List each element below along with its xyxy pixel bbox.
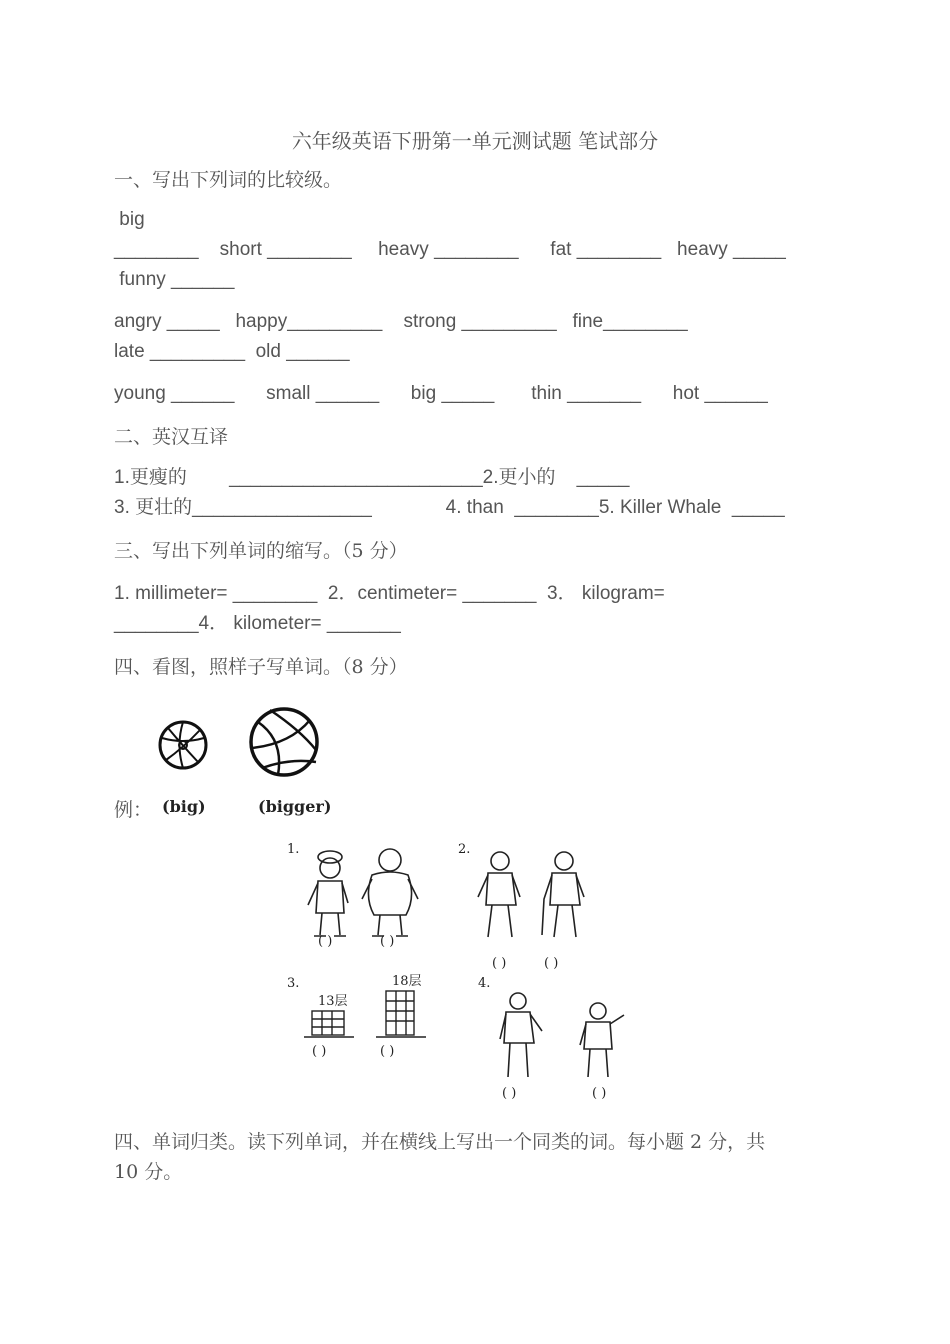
answer-blank: ( ) [312, 1044, 327, 1059]
sec1-line: funny ______ [114, 269, 235, 290]
example-label: 例： [114, 799, 153, 821]
section-5-heading: 四、单词归类。读下列单词，并在横线上写出一个同类的词。每小题 2 分，共 [114, 1131, 766, 1153]
sec1-line: ________ short ________ heavy ________ fat ________ heavy _____ [114, 239, 786, 260]
answer-blank: ( ) [502, 1086, 517, 1101]
sec3-line: 1. millimeter= ________ 2．centimeter= _______ 3． kilogram= [114, 583, 665, 604]
example-word-big: (big) [162, 797, 206, 816]
young-man-icon [478, 852, 520, 937]
sec1-line: late _________ old ______ [114, 341, 350, 362]
pic-number: 2. [458, 842, 471, 857]
section-4-heading: 四、看图，照样子写单词。（8 分） [114, 656, 408, 678]
section-2-heading: 二、英汉互译 [114, 426, 229, 448]
sec3-line: ________4． kilometer= _______ [114, 613, 401, 634]
answer-blank: ( ) [592, 1086, 607, 1101]
section-5-heading-cont: 10 分。 [114, 1161, 183, 1183]
sec1-line: young ______ small ______ big _____ thin _______ hot ______ [114, 383, 768, 404]
page-title: 六年级英语下册第一单元测试题 笔试部分 [291, 129, 659, 153]
sec1-line: big [114, 209, 145, 230]
answer-blank: ( ) [380, 934, 395, 949]
floor-label-13: 13层 [318, 994, 348, 1009]
sec2-line: 1.更瘦的 ________________________2.更小的 _____ [114, 467, 630, 488]
answer-blank: ( ) [318, 934, 333, 949]
section-1-heading: 一、写出下列词的比较级。 [114, 169, 343, 191]
fat-man-icon [362, 849, 418, 936]
floor-label-18: 18层 [392, 974, 422, 989]
short-building-icon [304, 1011, 354, 1037]
tall-man-icon [500, 993, 542, 1077]
short-man-icon [580, 1003, 624, 1077]
picture-exercise-grid [282, 835, 642, 1105]
tall-building-icon [376, 991, 426, 1037]
old-man-icon [542, 852, 584, 937]
answer-blank: ( ) [544, 956, 559, 971]
answer-blank: ( ) [380, 1044, 395, 1059]
example-balls-figure [150, 700, 340, 825]
small-ball-icon [160, 722, 206, 768]
sec1-line: angry _____ happy_________ strong _________ fine________ [114, 311, 688, 332]
thin-man-icon [308, 851, 348, 936]
pic-number: 1. [287, 842, 300, 857]
example-word-bigger: (bigger) [258, 797, 332, 816]
big-ball-icon [251, 709, 317, 775]
sec2-line: 3. 更壮的_________________ 4. than ________5. Killer Whale _____ [114, 497, 785, 518]
answer-blank: ( ) [492, 956, 507, 971]
pic-number: 4. [478, 976, 491, 991]
pic-number: 3. [287, 976, 300, 991]
section-3-heading: 三、写出下列单词的缩写。（5 分） [114, 540, 408, 562]
